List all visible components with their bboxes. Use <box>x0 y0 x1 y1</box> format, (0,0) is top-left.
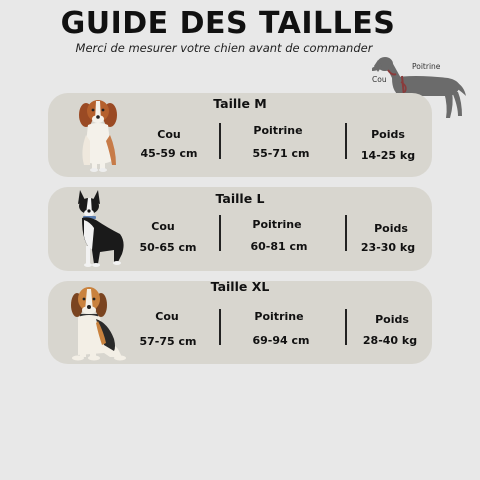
neck-column <box>142 310 192 323</box>
weight-value-wrap <box>358 334 422 347</box>
weight-column <box>360 128 416 141</box>
cavalier-king-charles-dog-icon <box>76 95 122 175</box>
hero-chest-label: Poitrine <box>412 62 441 71</box>
page-title: GUIDE DES TAILLES <box>60 6 396 41</box>
size-title: Taille XL <box>210 279 270 294</box>
chest-column <box>242 218 312 231</box>
size-title: Taille M <box>213 96 267 111</box>
weight-value-wrap <box>356 149 420 162</box>
size-card-l <box>48 187 432 271</box>
neck-column <box>144 128 194 141</box>
column-divider <box>219 215 221 251</box>
chest-label: Poitrine <box>254 310 304 323</box>
weight-value-wrap <box>356 241 420 254</box>
neck-value: 57-75 cm <box>139 335 197 348</box>
neck-value-wrap <box>132 241 204 254</box>
boston-terrier-dog-icon <box>74 188 128 270</box>
hero-neck-label: Cou <box>372 75 387 84</box>
neck-value-wrap <box>134 147 204 160</box>
column-divider <box>345 309 347 345</box>
weight-column <box>364 313 420 326</box>
chest-column <box>243 124 313 137</box>
neck-column <box>138 220 188 233</box>
neck-value: 45-59 cm <box>140 147 198 160</box>
chest-value-wrap <box>246 147 316 160</box>
size-card-xl <box>48 281 432 364</box>
weight-label: Poids <box>371 128 405 141</box>
chest-value-wrap <box>244 240 314 253</box>
page-subtitle: Merci de mesurer votre chien avant de commander <box>75 41 373 55</box>
weight-value: 28-40 kg <box>362 334 418 347</box>
chest-column <box>244 310 314 323</box>
column-divider <box>345 123 347 159</box>
column-divider <box>345 215 347 251</box>
weight-value: 23-30 kg <box>360 241 416 254</box>
neck-value: 50-65 cm <box>139 241 197 254</box>
size-title: Taille L <box>215 191 265 206</box>
size-card-m <box>48 93 432 177</box>
weight-label: Poids <box>374 222 408 235</box>
chest-label: Poitrine <box>252 218 302 231</box>
chest-value: 60-81 cm <box>250 240 308 253</box>
column-divider <box>219 309 221 345</box>
weight-label: Poids <box>375 313 409 326</box>
weight-value: 14-25 kg <box>360 149 416 162</box>
neck-value-wrap <box>132 335 204 348</box>
chest-value: 69-94 cm <box>252 334 310 347</box>
column-divider <box>219 123 221 159</box>
neck-label: Cou <box>151 220 175 233</box>
weight-column <box>363 222 419 235</box>
chest-value: 55-71 cm <box>252 147 310 160</box>
neck-label: Cou <box>157 128 181 141</box>
chest-label: Poitrine <box>253 124 303 137</box>
chest-value-wrap <box>246 334 316 347</box>
beagle-dog-icon <box>64 283 134 363</box>
neck-label: Cou <box>155 310 179 323</box>
